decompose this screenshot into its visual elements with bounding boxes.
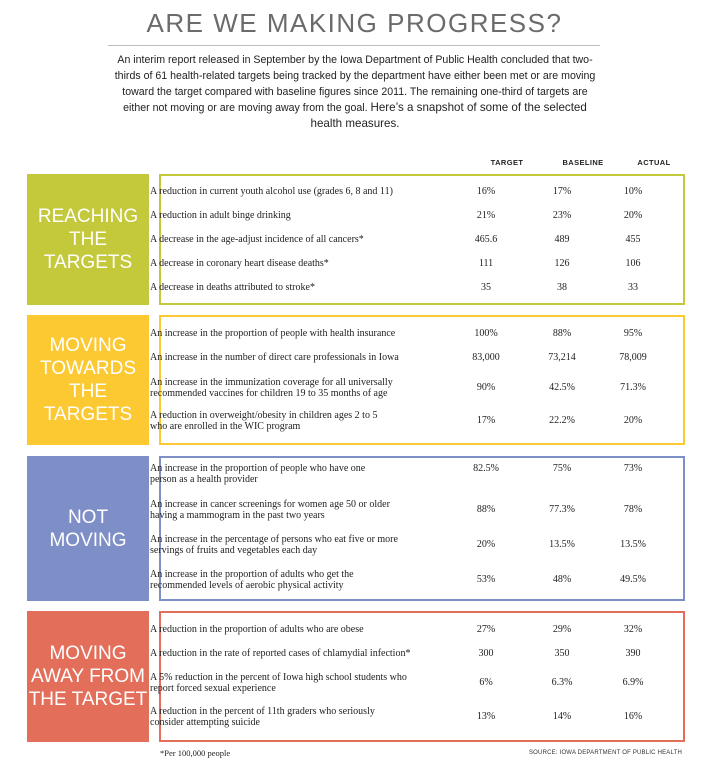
baseline-value: 13.5% [549,539,575,550]
title-divider [108,45,600,46]
target-value: 111 [478,258,494,269]
measure-description: A reduction in the rate of reported cases of chlamydial infection* [150,648,411,659]
intro-paragraph [110,52,600,132]
intro-text: An interim report released in September by the Iowa Department of Public Health concluded that two-thirds of 61 health-related targets being tracked by the department have either been met or are moving toward the target compared with baseline figures since 2011. The remaining one-third of targets are either not moving or are moving away from the goal. [114,54,596,114]
measure-description: An increase in the proportion of adults who get the recommended levels of aerobic physical activity [150,569,354,591]
section-label: MOVING AWAY FROM THE TARGET [27,611,149,742]
section-label: MOVING TOWARDS THE TARGETS [27,315,149,445]
actual-value: 73% [623,463,643,474]
target-value: 27% [476,624,496,635]
section-label: REACHING THE TARGETS [27,174,149,305]
footnote: *Per 100,000 people [160,748,231,758]
actual-value: 32% [623,624,643,635]
baseline-value: 350 [554,648,570,659]
target-value: 100% [474,328,498,339]
actual-value: 106 [625,258,641,269]
target-value: 13% [476,711,496,722]
measure-description: A 5% reduction in the percent of Iowa high school students who report forced sexual experience [150,672,407,694]
measure-description: An increase in the percentage of persons who eat five or more servings of fruits and vegetables each day [150,534,398,556]
measure-description: A reduction in the percent of 11th graders who seriously consider attempting suicide [150,706,375,728]
target-value: 83,000 [472,352,500,363]
actual-value: 71.3% [620,382,646,393]
measure-description: An increase in the proportion of people who have one person as a health provider [150,463,366,485]
target-value: 17% [476,415,496,426]
target-value: 20% [476,539,496,550]
actual-value: 6.9% [622,677,644,688]
baseline-value: 88% [552,328,572,339]
page-title: ARE WE MAKING PROGRESS? [146,8,563,38]
target-value: 82.5% [473,463,499,474]
target-value: 53% [476,574,496,585]
baseline-value: 23% [552,210,572,221]
actual-value: 78% [623,504,643,515]
target-value: 88% [476,504,496,515]
column-header-actual: ACTUAL [637,158,671,167]
measure-description: A decrease in coronary heart disease deaths* [150,258,329,269]
baseline-value: 75% [552,463,572,474]
baseline-value: 14% [552,711,572,722]
measure-description: A reduction in current youth alcohol use (grades 6, 8 and 11) [150,186,393,197]
measure-description: A reduction in the proportion of adults who are obese [150,624,364,635]
actual-value: 49.5% [620,574,646,585]
baseline-value: 38 [557,282,567,293]
measure-description: A decrease in the age-adjust incidence of all cancers* [150,234,364,245]
actual-value: 78,009 [619,352,647,363]
baseline-value: 17% [552,186,572,197]
actual-value: 95% [623,328,643,339]
actual-value: 455 [625,234,641,245]
actual-value: 33 [628,282,638,293]
target-value: 16% [476,186,496,197]
measure-description: A reduction in adult binge drinking [150,210,291,221]
target-value: 35 [481,282,491,293]
baseline-value: 29% [552,624,572,635]
baseline-value: 489 [554,234,570,245]
column-header-baseline: BASELINE [562,158,604,167]
baseline-value: 77.3% [549,504,575,515]
target-value: 6% [479,677,493,688]
target-value: 300 [478,648,494,659]
actual-value: 20% [623,210,643,221]
actual-value: 10% [623,186,643,197]
measure-description: An increase in the number of direct care professionals in Iowa [150,352,399,363]
baseline-value: 42.5% [549,382,575,393]
actual-value: 20% [623,415,643,426]
measure-description: An increase in the proportion of people with health insurance [150,328,396,339]
baseline-value: 48% [552,574,572,585]
baseline-value: 22.2% [549,415,575,426]
section-label: NOT MOVING [27,456,149,601]
baseline-value: 6.3% [551,677,573,688]
actual-value: 390 [625,648,641,659]
target-value: 21% [476,210,496,221]
target-value: 465.6 [474,234,498,245]
measure-description: An increase in the immunization coverage for all universally recommended vaccines for children 19 to 35 months of age [150,377,393,399]
actual-value: 16% [623,711,643,722]
source-credit: SOURCE: IOWA DEPARTMENT OF PUBLIC HEALTH [528,750,682,756]
target-value: 90% [476,382,496,393]
actual-value: 13.5% [620,539,646,550]
measure-description: An increase in cancer screenings for women age 50 or older having a mammogram in the past two years [150,499,390,521]
measure-description: A reduction in overweight/obesity in children ages 2 to 5 who are enrolled in the WIC program [150,410,378,432]
baseline-value: 126 [554,258,570,269]
intro-text-large: Here’s a snapshot of some of the selected health measures. [310,101,587,130]
measure-description: A decrease in deaths attributed to stroke* [150,282,315,293]
column-header-target: TARGET [490,158,524,167]
baseline-value: 73,214 [548,352,576,363]
